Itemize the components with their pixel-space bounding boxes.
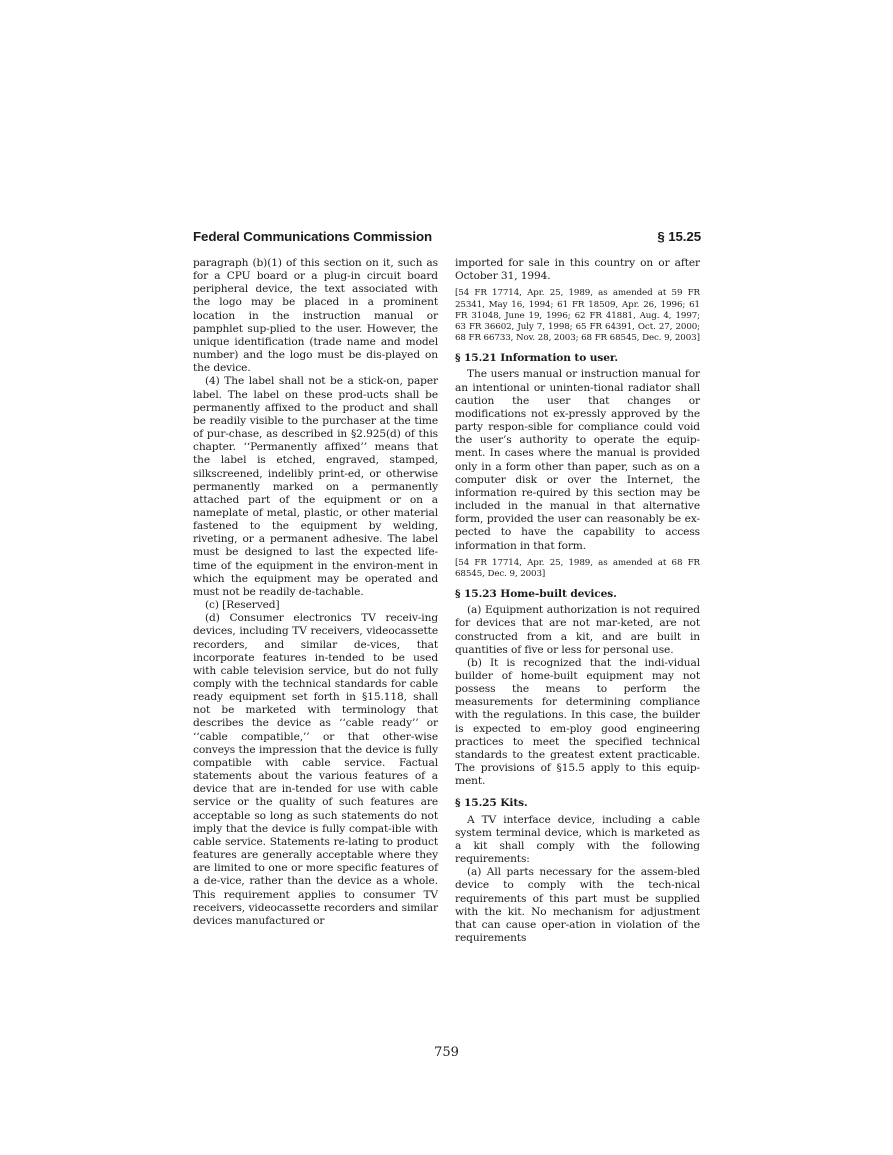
source-citation: [54 FR 17714, Apr. 25, 1989, as amended at 59 FR 25341, May 16, 1994; 61 FR 18509, Apr. 26, 1996; 61 FR 31048, June 19, 1996; 62 FR 41881, Aug. 4, 1997; 63 FR 36602, July 7, 1998; 65 FR 64391, Oct. 27, 2000; 68 FR 66733, Nov. 28, 2003; 68 FR 68545, Dec. 9, 2003] — [455, 288, 700, 344]
paragraph-home-built-a: (a) Equipment authorization is not required for devices that are not mar-keted, are not constructed from a kit, and are built in quantities of five or less for personal use. — [455, 604, 700, 656]
section-heading-15-21: § 15.21 Information to user. — [455, 352, 618, 365]
paragraph-cable-ready: (d) Consumer electronics TV receiv-ing devices, including TV receivers, videocassette recorders, and similar de-vices, that incorporate features in-tended to be used with cable television service, but do not fully comply with the technical standards for cable ready equipment set forth in §15.118, shall not be marketed with terminology that describes the device as ‘‘cable ready’’ or ‘‘cable compatible,’’ or that other-wise conveys the impression that the device is fully compatible with cable service. Factual statements about the various features of a device that are in-tended for use with cable service or the quality of such features are acceptable so long as such statements do not imply that the device is fully compat-ible with cable service. Statements re-lating to product features are generally acceptable where they are limited to one or more specific features of a de-vice, rather than the device as a whole. This requirement applies to consumer TV receivers, videocassette recorders and similar devices manufactured or — [193, 612, 438, 927]
section-heading-15-23: § 15.23 Home-built devices. — [455, 588, 617, 601]
paragraph-kits-intro: A TV interface device, including a cable system terminal device, which is marketed as a kit shall comply with the following requirements: — [455, 813, 700, 866]
paragraph-label-requirement: (4) The label shall not be a stick-on, paper label. The label on these prod-ucts shall be permanently affixed to the product and shall be readily visible to the purchaser at the time of pur-chase, as described in §2.925(d) of this chapter. ‘‘Permanently affixed’’ means that the label is etched, engraved, stamped, silkscreened, indelibly print-ed, or otherwise permanently marked on a permanently attached part of the equipment or on a nameplate of metal, plastic, or other material fastened to the equipment by welding, riveting, or a permanent adhesive. The label must be designed to last the expected life-time of the equipment in the environ-ment in which the equipment may be operated and must not be readily de-tachable. — [193, 375, 438, 598]
paragraph-continuation: imported for sale in this country on or after October 31, 1994. — [455, 257, 700, 283]
paragraph-home-built-b: (b) It is recognized that the indi-vidual builder of home-built equipment may not possess the means to perform the measurements for determining compliance with the regulations. In this case, the builder is expected to em-ploy good engineering practices to meet the specified technical standards to the greatest extent practicable. The provisions of §15.5 apply to this equip-ment. — [455, 656, 700, 788]
header-agency: Federal Communications Commission — [193, 229, 433, 244]
left-column — [193, 257, 438, 928]
paragraph-reserved: (c) [Reserved] — [205, 599, 280, 612]
source-citation: [54 FR 17714, Apr. 25, 1989, as amended at 68 FR 68545, Dec. 9, 2003] — [455, 557, 700, 579]
right-column — [455, 257, 700, 945]
paragraph-continuation: paragraph (b)(1) of this section on it, such as for a CPU board or a plug-in circuit board peripheral device, the text associated with the logo may be placed in a prominent location in the instruction manual or pamphlet sup-plied to the user. However, the unique identification (trade name and model number) and the logo must be dis-played on the device. — [193, 257, 438, 375]
paragraph-kits-a: (a) All parts necessary for the assem-bled device to comply with the tech-nical requirements of this part must be supplied with the kit. No mechanism for adjustment that can cause oper-ation in violation of the requirements — [455, 866, 700, 944]
running-header — [193, 229, 701, 249]
header-section: § 15.25 — [657, 229, 701, 244]
paragraph-information-to-user: The users manual or instruction manual for an intentional or uninten-tional radiator shall caution the user that changes or modifications not ex-pressly approved by the party respon-sible for compliance could void the user’s authority to operate the equip-ment. In cases where the manual is provided only in a form other than paper, such as on a computer disk or over the Internet, the information re-quired by this section may be included in the manual in that alternative form, provided the user can reasonably be ex-pected to have the capability to access information in that form. — [455, 368, 700, 552]
section-heading-15-25: § 15.25 Kits. — [455, 797, 528, 810]
page-number: 759 — [434, 1045, 459, 1060]
